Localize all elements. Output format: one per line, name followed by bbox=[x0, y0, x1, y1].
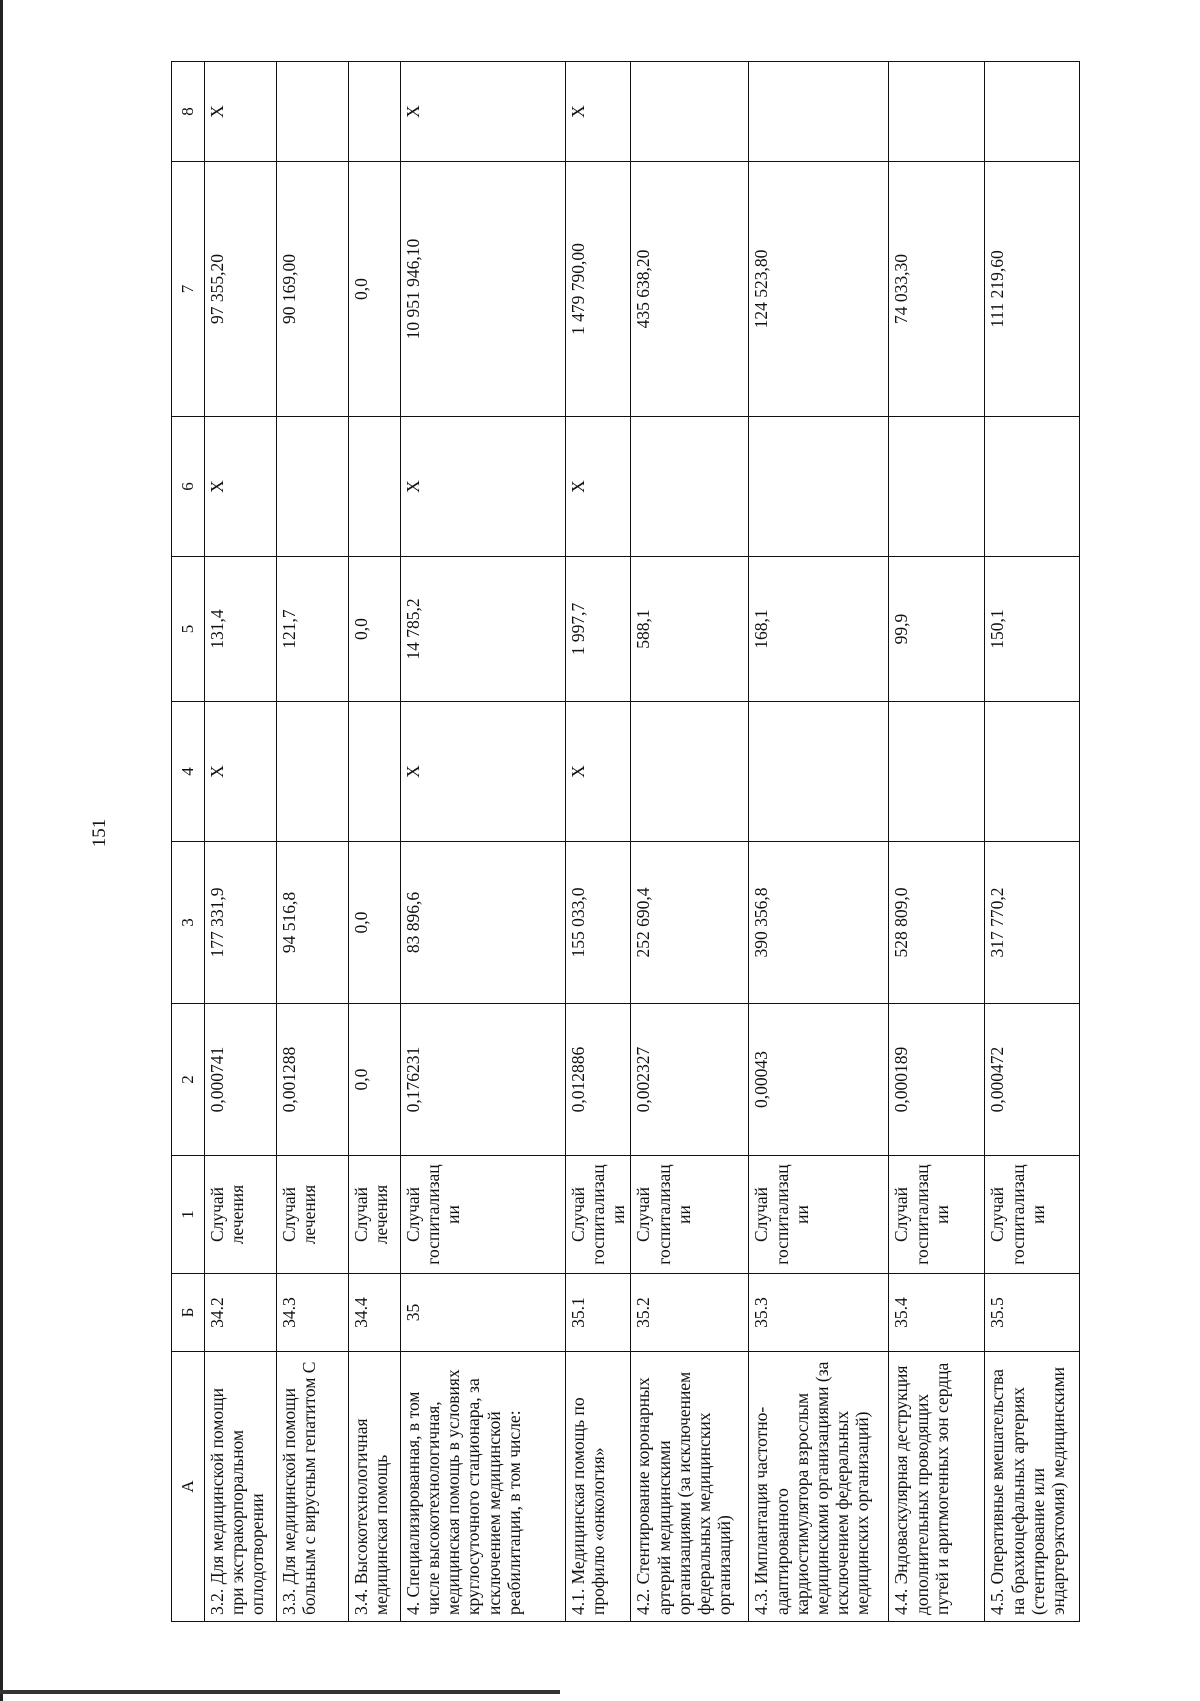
cell-col6 bbox=[889, 417, 985, 557]
row-number: 34.3 bbox=[277, 1274, 349, 1352]
table-row bbox=[985, 62, 1080, 1622]
cell-col8 bbox=[349, 62, 401, 162]
cell-col5: 1 997,7 bbox=[566, 557, 631, 702]
column-header: А bbox=[172, 1352, 205, 1622]
cell-col2: 0,012886 bbox=[566, 1004, 631, 1156]
row-number: 35.2 bbox=[631, 1274, 749, 1352]
cell-col3: 0,0 bbox=[349, 842, 401, 1004]
cell-col2: 0,000741 bbox=[205, 1004, 277, 1156]
cell-col7: 90 169,00 bbox=[277, 162, 349, 417]
cell-col5: 168,1 bbox=[749, 557, 889, 702]
cell-col7: 124 523,80 bbox=[749, 162, 889, 417]
row-number: 34.4 bbox=[349, 1274, 401, 1352]
row-name: 4.2. Стентирование коронарных артерий медицинскими организациями (за исключением федеральных медицинских организаций) bbox=[631, 1352, 749, 1622]
cell-col7: 435 638,20 bbox=[631, 162, 749, 417]
data-table bbox=[171, 61, 1080, 1622]
row-unit: Случай лечения bbox=[277, 1156, 349, 1274]
cell-col6 bbox=[985, 417, 1080, 557]
cell-col6 bbox=[749, 417, 889, 557]
cell-col2: 0,176231 bbox=[401, 1004, 566, 1156]
column-header: 4 bbox=[172, 702, 205, 842]
row-name: 3.4. Высокотехнологичная медицинская помощь bbox=[349, 1352, 401, 1622]
cell-col6 bbox=[631, 417, 749, 557]
cell-col2: 0,000189 bbox=[889, 1004, 985, 1156]
cell-col4 bbox=[889, 702, 985, 842]
cell-col4: Х bbox=[566, 702, 631, 842]
cell-col5: 14 785,2 bbox=[401, 557, 566, 702]
cell-col4 bbox=[749, 702, 889, 842]
column-header: Б bbox=[172, 1274, 205, 1352]
page-number: 151 bbox=[89, 818, 110, 848]
cell-col5: 588,1 bbox=[631, 557, 749, 702]
cell-col5: 99,9 bbox=[889, 557, 985, 702]
cell-col4 bbox=[631, 702, 749, 842]
row-unit: Случай лечения bbox=[349, 1156, 401, 1274]
cell-col8: Х bbox=[566, 62, 631, 162]
cell-col3: 317 770,2 bbox=[985, 842, 1080, 1004]
table-row bbox=[277, 62, 349, 1622]
row-unit: Случай лечения bbox=[205, 1156, 277, 1274]
row-name: 4.5. Оперативные вмешательства на брахиоцефальных артериях (стентирование или эндартерэктомия) медицинскими bbox=[985, 1352, 1080, 1622]
cell-col3: 155 033,0 bbox=[566, 842, 631, 1004]
table-row bbox=[631, 62, 749, 1622]
cell-col8 bbox=[749, 62, 889, 162]
cell-col2: 0,0 bbox=[349, 1004, 401, 1156]
row-name: 4. Специализированная, в том числе высокотехнологичная, медицинская помощь в условиях круглосуточного стационара, за исключением медицинской реабилитации, в том числе: bbox=[401, 1352, 566, 1622]
cell-col7: 0,0 bbox=[349, 162, 401, 417]
cell-col8: Х bbox=[205, 62, 277, 162]
cell-col4 bbox=[349, 702, 401, 842]
column-header: 7 bbox=[172, 162, 205, 417]
cell-col7: 10 951 946,10 bbox=[401, 162, 566, 417]
column-header: 1 bbox=[172, 1156, 205, 1274]
cell-col5: 121,7 bbox=[277, 557, 349, 702]
cell-col2: 0,000472 bbox=[985, 1004, 1080, 1156]
cell-col7: 97 355,20 bbox=[205, 162, 277, 417]
cell-col7: 111 219,60 bbox=[985, 162, 1080, 417]
cell-col2: 0,002327 bbox=[631, 1004, 749, 1156]
cell-col6 bbox=[349, 417, 401, 557]
row-number: 35.1 bbox=[566, 1274, 631, 1352]
cell-col7: 1 479 790,00 bbox=[566, 162, 631, 417]
cell-col8 bbox=[889, 62, 985, 162]
table-row bbox=[566, 62, 631, 1622]
cell-col8 bbox=[631, 62, 749, 162]
column-header: 5 bbox=[172, 557, 205, 702]
cell-col6: Х bbox=[401, 417, 566, 557]
cell-col3: 177 331,9 bbox=[205, 842, 277, 1004]
cell-col3: 94 516,8 bbox=[277, 842, 349, 1004]
row-unit: Случай госпитализации bbox=[631, 1156, 749, 1274]
row-number: 35.5 bbox=[985, 1274, 1080, 1352]
cell-col8 bbox=[277, 62, 349, 162]
row-name: 4.4. Эндоваскулярная деструкция дополнительных проводящих путей и аритмогенных зон сердца bbox=[889, 1352, 985, 1622]
rotated-table-container bbox=[171, 62, 1068, 1622]
row-unit: Случай госпитализации bbox=[889, 1156, 985, 1274]
cell-col4: Х bbox=[205, 702, 277, 842]
row-number: 35.4 bbox=[889, 1274, 985, 1352]
cell-col3: 390 356,8 bbox=[749, 842, 889, 1004]
cell-col6: Х bbox=[205, 417, 277, 557]
cell-col2: 0,001288 bbox=[277, 1004, 349, 1156]
cell-col4 bbox=[277, 702, 349, 842]
column-header: 3 bbox=[172, 842, 205, 1004]
column-header: 8 bbox=[172, 62, 205, 162]
cell-col4: Х bbox=[401, 702, 566, 842]
scan-edge-bottom bbox=[0, 1690, 560, 1694]
cell-col5: 150,1 bbox=[985, 557, 1080, 702]
cell-col8 bbox=[985, 62, 1080, 162]
scan-edge-left bbox=[0, 0, 3, 1701]
cell-col3: 83 896,6 bbox=[401, 842, 566, 1004]
cell-col3: 528 809,0 bbox=[889, 842, 985, 1004]
table-row bbox=[349, 62, 401, 1622]
row-number: 35 bbox=[401, 1274, 566, 1352]
table-row bbox=[401, 62, 566, 1622]
row-name: 4.1. Медицинская помощь по профилю «онкология» bbox=[566, 1352, 631, 1622]
row-unit: Случай госпитализации bbox=[749, 1156, 889, 1274]
cell-col4 bbox=[985, 702, 1080, 842]
row-name: 3.3. Для медицинской помощи больным с вирусным гепатитом С bbox=[277, 1352, 349, 1622]
header-row bbox=[172, 62, 205, 1622]
row-unit: Случай госпитализации bbox=[566, 1156, 631, 1274]
cell-col2: 0,00043 bbox=[749, 1004, 889, 1156]
table-row bbox=[205, 62, 277, 1622]
cell-col6: Х bbox=[566, 417, 631, 557]
column-header: 6 bbox=[172, 417, 205, 557]
row-name: 3.2. Для медицинской помощи при экстракорпоральном оплодотворении bbox=[205, 1352, 277, 1622]
cell-col5: 0,0 bbox=[349, 557, 401, 702]
cell-col8: Х bbox=[401, 62, 566, 162]
table-row bbox=[749, 62, 889, 1622]
table-row bbox=[889, 62, 985, 1622]
cell-col6 bbox=[277, 417, 349, 557]
cell-col3: 252 690,4 bbox=[631, 842, 749, 1004]
row-unit: Случай госпитализации bbox=[401, 1156, 566, 1274]
row-number: 34.2 bbox=[205, 1274, 277, 1352]
cell-col7: 74 033,30 bbox=[889, 162, 985, 417]
column-header: 2 bbox=[172, 1004, 205, 1156]
row-number: 35.3 bbox=[749, 1274, 889, 1352]
row-name: 4.3. Имплантация частотно-адаптированного кардиостимулятора взрослым медицинскими организациями (за исключением федеральных медицинских организаций) bbox=[749, 1352, 889, 1622]
cell-col5: 131,4 bbox=[205, 557, 277, 702]
row-unit: Случай госпитализации bbox=[985, 1156, 1080, 1274]
